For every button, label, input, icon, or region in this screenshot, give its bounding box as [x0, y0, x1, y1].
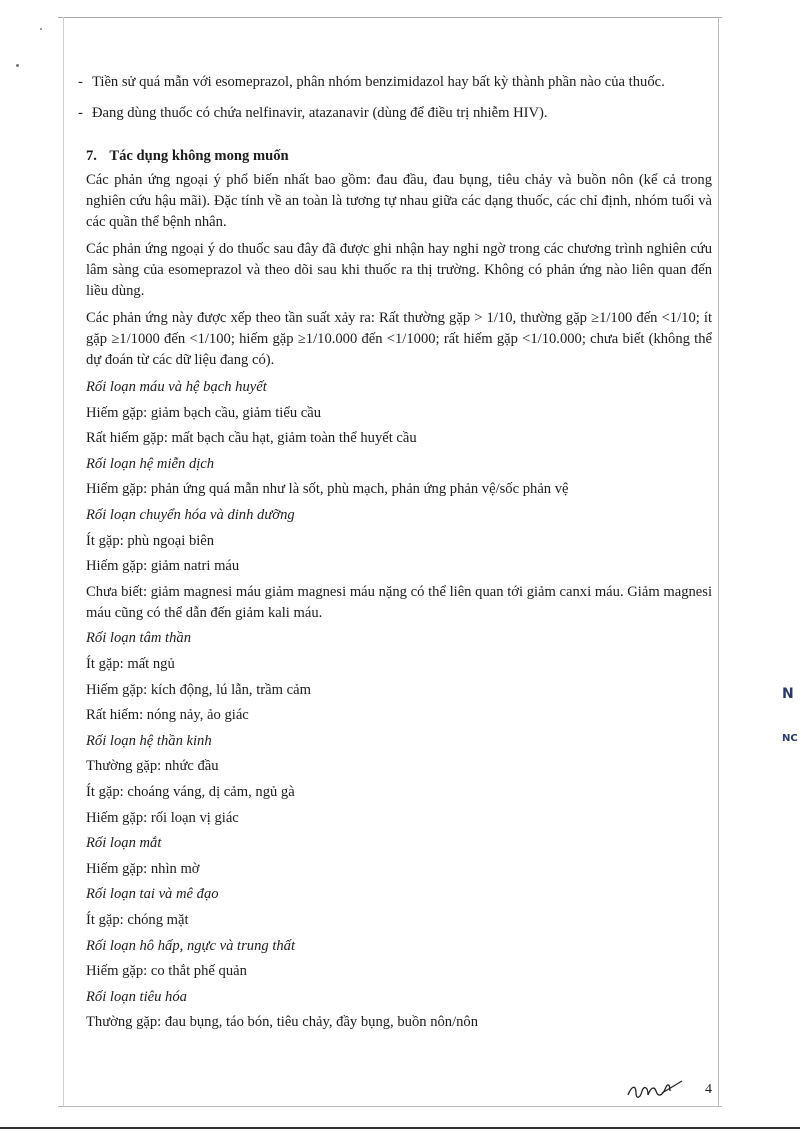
effect-line: Rất hiếm: nóng nảy, ảo giác: [86, 707, 249, 724]
bullet-dash: -: [78, 74, 83, 90]
section-number: 7.: [86, 148, 97, 165]
contraindication-text: Đang dùng thuốc có chứa nelfinavir, atazanavir (dùng để điều trị nhiễm HIV).: [92, 105, 548, 122]
effect-line: Hiếm gặp: kích động, lú lẫn, trầm cảm: [86, 681, 311, 698]
effect-line: Hiếm gặp: giảm bạch cầu, giảm tiểu cầu: [86, 404, 322, 421]
margin-stamp-fragment: N: [782, 686, 794, 702]
effect-line: Hiếm gặp: co thắt phế quản: [86, 963, 247, 980]
page-frame-left: [63, 17, 64, 1107]
paragraph: Các phản ứng này được xếp theo tần suất xảy ra: Rất thường gặp > 1/10, thường gặp ≥1/100 đến <1/10; ít gặp ≥1/1000 đến <1/100; hiếm gặp ≥1/10.000 đến <1/1000; rất hiếm gặp <1/10.000; chưa biết (không thể dự đoán từ các dữ liệu đang có).: [86, 309, 712, 369]
scan-edge-line: [0, 1127, 800, 1129]
effect-line: Thường gặp: nhức đầu: [86, 758, 219, 775]
effect-line: Ít gặp: chóng mặt: [86, 912, 189, 929]
scan-speck: [40, 28, 42, 30]
page-frame-top: [58, 17, 722, 18]
page-number: 4: [705, 1082, 712, 1097]
margin-stamp-fragment: NC: [782, 733, 798, 744]
effect-line: Thường gặp: đau bụng, táo bón, tiêu chảy, đầy bụng, buồn nôn/nôn: [86, 1014, 479, 1031]
contraindication-item: [78, 72, 712, 93]
effect-line: Hiếm gặp: giảm natri máu: [86, 558, 240, 575]
effect-line: Chưa biết: giảm magnesi máu giảm magnesi máu nặng có thể liên quan tới giảm canxi máu. Giảm magnesi máu cũng có thể dẫn đến giảm kali máu.: [86, 583, 712, 621]
initials-signature: [622, 1077, 692, 1103]
effect-line: Hiếm gặp: phản ứng quá mẫn như là sốt, phù mạch, phản ứng phản vệ/sốc phản vệ: [86, 481, 569, 498]
page-frame-right: [718, 17, 719, 1107]
contraindication-item: [78, 103, 712, 124]
category-heading: Rối loạn hệ thần kinh: [86, 732, 212, 749]
category-heading: Rối loạn tiêu hóa: [86, 988, 187, 1005]
category-heading: Rối loạn máu và hệ bạch huyết: [86, 378, 267, 395]
paragraph: Các phản ứng ngoại ý do thuốc sau đây đã được ghi nhận hay nghi ngờ trong các chương trình nghiên cứu lâm sàng của esomeprazol và theo dõi sau khi thuốc ra thị trường. Không có phản ứng nào liên quan đến liều dùng.: [86, 240, 712, 300]
contraindication-text: Tiền sử quá mẫn với esomeprazol, phân nhóm benzimidazol hay bất kỳ thành phần nào của thuốc.: [92, 74, 665, 90]
category-heading: Rối loạn mắt: [86, 835, 162, 852]
category-heading: Rối loạn tai và mê đạo: [86, 886, 219, 903]
effect-line: Rất hiếm gặp: mất bạch cầu hạt, giảm toàn thể huyết cầu: [86, 430, 417, 447]
document-body: [78, 72, 712, 1038]
effect-line: Ít gặp: mất ngủ: [86, 656, 175, 673]
scan-speck: [16, 64, 19, 67]
adverse-effects-list: [86, 377, 712, 1034]
category-heading: Rối loạn hệ miễn dịch: [86, 455, 215, 472]
category-heading: Rối loạn tâm thần: [86, 630, 191, 647]
effect-line: Hiếm gặp: rối loạn vị giác: [86, 809, 239, 826]
category-heading: Rối loạn hô hấp, ngực và trung thất: [86, 937, 296, 954]
category-heading: Rối loạn chuyển hóa và dinh dưỡng: [86, 506, 295, 523]
effect-line: Ít gặp: choáng váng, dị cảm, ngủ gà: [86, 784, 295, 801]
paragraph: Các phản ứng ngoại ý phổ biến nhất bao gồm: đau đầu, đau bụng, tiêu chảy và buồn nôn (kể cả trong nghiên cứu hậu mãi). Đặc tính về an toàn là tương tự nhau giữa các dạng thuốc, các chỉ định, nhóm tuổi và các quần thể bệnh nhân.: [86, 171, 712, 231]
section-heading: [86, 146, 712, 167]
bullet-dash: -: [78, 105, 83, 122]
page-frame-bottom: [58, 1106, 722, 1107]
effect-line: Ít gặp: phù ngoại biên: [86, 532, 215, 549]
effect-line: Hiếm gặp: nhìn mờ: [86, 860, 200, 877]
section-title: Tác dụng không mong muốn: [109, 148, 289, 165]
